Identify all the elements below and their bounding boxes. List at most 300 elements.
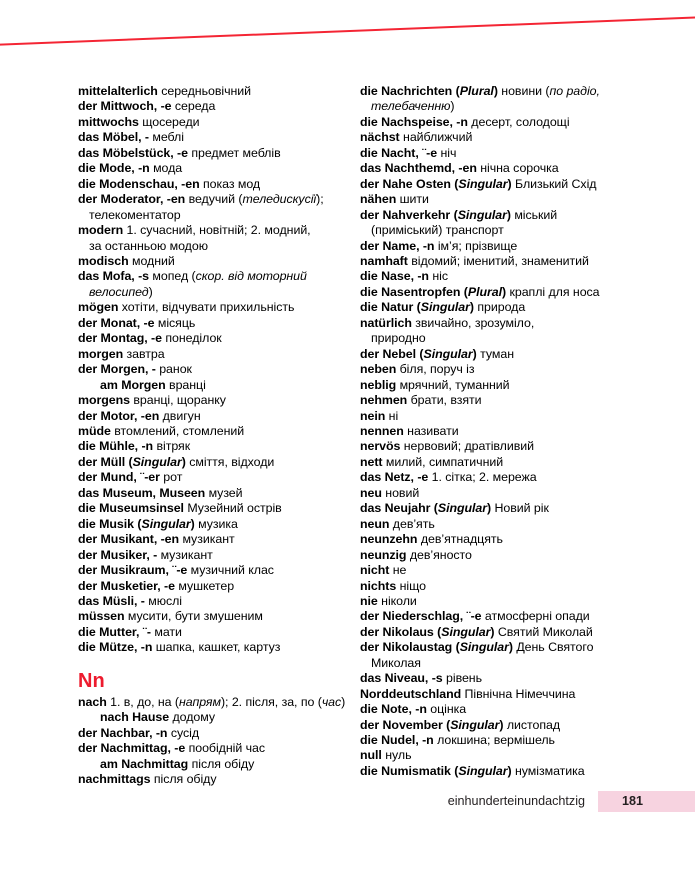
headword: der Motor, -en — [78, 408, 163, 423]
translation: ніколи — [381, 593, 417, 608]
translation: найближчий — [403, 130, 473, 145]
translation: туман — [480, 346, 515, 361]
dictionary-entry — [360, 130, 648, 145]
dictionary-entry — [360, 161, 648, 176]
translation: за останньою модою — [89, 238, 208, 253]
translation: День Святого — [516, 640, 594, 655]
headword: ) — [507, 176, 515, 191]
page-number: 181 — [622, 794, 644, 808]
headword: ) — [499, 717, 507, 732]
headword: das Museum, Museen — [78, 485, 209, 500]
usage-note: теледискусії — [242, 192, 317, 207]
translation: милий, симпатичний — [385, 454, 504, 469]
headword: nehmen — [360, 393, 411, 408]
translation: природно — [371, 331, 426, 346]
headword: die Natur ( — [360, 300, 421, 315]
dictionary-entry — [78, 115, 366, 130]
dictionary-entry — [360, 439, 648, 454]
dictionary-entry — [360, 470, 648, 485]
headword: die Nudel, -n — [360, 733, 438, 748]
usage-note: напрям — [178, 694, 221, 709]
headword: nie — [360, 593, 382, 608]
headword: der Nahverkehr ( — [360, 207, 458, 222]
dictionary-entry — [360, 300, 648, 315]
translation: щосереди — [142, 114, 200, 129]
translation: предмет меблів — [191, 145, 281, 160]
headword: Norddeutschland — [360, 686, 465, 701]
grammar-note: Singular — [457, 207, 507, 222]
dictionary-entry — [78, 695, 366, 710]
dictionary-entry — [360, 594, 648, 609]
dictionary-entry — [78, 347, 366, 362]
translation: (приміський) транспорт — [371, 223, 504, 238]
dictionary-entry — [78, 316, 366, 331]
translation: мати — [154, 624, 182, 639]
dictionary-entry — [78, 130, 366, 145]
translation: ніс — [432, 269, 448, 284]
translation: відомий; іменитий, знаменитий — [411, 253, 589, 268]
translation: середньовічний — [161, 84, 252, 98]
translation: вранці, щоранку — [133, 393, 226, 408]
dictionary-entry — [78, 177, 366, 192]
headword: das Mofa, -s — [78, 269, 153, 284]
headword: der Musketier, -e — [78, 578, 179, 593]
dictionary-entry — [360, 640, 648, 655]
headword: morgen — [78, 346, 127, 361]
dictionary-entry — [360, 455, 648, 470]
headword: müssen — [78, 609, 128, 624]
headword: nennen — [360, 423, 408, 438]
headword: der Nebel ( — [360, 346, 424, 361]
dictionary-entry — [78, 99, 366, 114]
usage-note: час — [321, 694, 342, 709]
headword: der Nachbar, -n — [78, 725, 171, 740]
page-number-box — [598, 791, 695, 812]
translation: називати — [407, 423, 459, 438]
dictionary-entry-continuation — [360, 223, 648, 238]
dictionary-entry — [360, 501, 648, 516]
headword: neunzehn — [360, 532, 421, 547]
translation: вітряк — [156, 439, 191, 454]
translation: новини ( — [501, 84, 550, 98]
headword: die Nachspeise, -n — [360, 114, 472, 129]
dictionary-entry — [360, 609, 648, 624]
translation: меблі — [152, 130, 184, 145]
translation: музика — [198, 516, 238, 531]
headword: der Nahe Osten ( — [360, 176, 459, 191]
headword: das Neujahr ( — [360, 501, 438, 516]
headword: das Möbelstück, -e — [78, 145, 192, 160]
grammar-note: Singular — [420, 300, 470, 315]
grammar-note: Singular — [437, 501, 488, 516]
headword: der Mittwoch, -e — [78, 99, 175, 114]
headword: neu — [360, 485, 386, 500]
dictionary-entry — [360, 347, 648, 362]
dictionary-entry — [360, 269, 648, 284]
headword: mittelalterlich — [78, 84, 162, 98]
headword: nett — [360, 454, 386, 469]
dictionary-entry-continuation — [78, 378, 366, 393]
translation: вранці — [169, 377, 206, 392]
dictionary-entry-continuation — [78, 239, 366, 254]
headword: natürlich — [360, 315, 416, 330]
usage-note: телебаченню — [371, 99, 451, 114]
translation: шити — [399, 192, 429, 207]
translation: сміття, відходи — [189, 454, 275, 469]
translation: десерт, солодощі — [471, 114, 570, 129]
translation: музикант — [182, 532, 235, 547]
headword: ) — [181, 454, 190, 469]
translation: сусід — [170, 725, 200, 740]
headword: ) — [508, 640, 517, 655]
headword: der Name, -n — [360, 238, 438, 253]
grammar-note: Singular — [450, 717, 500, 732]
dictionary-entry — [78, 609, 366, 624]
dictionary-entry-continuation — [78, 710, 366, 725]
headword: nächst — [360, 130, 404, 145]
headword: die Numismatik ( — [360, 763, 459, 778]
translation: нічна сорочка — [480, 161, 559, 176]
dictionary-entry — [360, 764, 648, 779]
translation: нумізматика — [515, 763, 585, 778]
grammar-note: Singular — [441, 624, 491, 639]
translation: пообідній час — [188, 741, 266, 756]
headword: der Niederschlag, ¨-e — [360, 609, 485, 624]
translation: природа — [477, 300, 526, 315]
dictionary-entry — [78, 501, 366, 516]
dictionary-entry — [78, 594, 366, 609]
usage-note: велосипед — [89, 284, 149, 299]
left-column — [78, 84, 366, 787]
headword: namhaft — [360, 253, 412, 268]
headword: der Nikolaustag ( — [360, 640, 460, 655]
headword: die Mütze, -n — [78, 640, 156, 655]
headword: ) — [190, 516, 199, 531]
translation: телекоментатор — [89, 207, 181, 222]
headword: die Nasentropfen ( — [360, 284, 468, 299]
translation: ) — [148, 284, 153, 299]
dictionary-entry — [78, 192, 366, 207]
translation: після обіду — [153, 772, 217, 787]
headword: nach — [78, 694, 111, 709]
headword: morgens — [78, 393, 134, 408]
translation: модний — [132, 253, 175, 268]
dictionary-entry — [78, 741, 366, 756]
translation: нуль — [385, 748, 412, 763]
headword: das Möbel, - — [78, 130, 153, 145]
translation: 1. сітка; 2. мережа — [431, 470, 537, 485]
grammar-note: Singular — [423, 346, 473, 361]
translation: рівень — [446, 671, 483, 686]
translation: ведучий ( — [188, 192, 243, 207]
usage-note: по радіо, — [549, 84, 600, 98]
dictionary-entry — [360, 486, 648, 501]
headword: nicht — [360, 563, 393, 578]
dictionary-entry — [78, 439, 366, 454]
headword: null — [360, 748, 386, 763]
translation: звичайно, зрозуміло, — [415, 315, 535, 330]
translation: мушкетер — [178, 578, 235, 593]
headword: ) — [469, 300, 478, 315]
right-column — [360, 84, 648, 779]
translation: дев’ять — [392, 516, 435, 531]
translation: Близький Схід — [515, 176, 597, 191]
dictionary-entry — [360, 671, 648, 686]
dictionary-entry — [360, 748, 648, 763]
dictionary-entry — [360, 362, 648, 377]
translation: мода — [153, 161, 183, 176]
translation: Новий рік — [494, 501, 549, 516]
dictionary-entry — [78, 254, 366, 269]
translation: мусити, бути змушеним — [127, 609, 263, 624]
translation: атмосферні опади — [484, 609, 590, 624]
headword: der Moderator, -en — [78, 192, 189, 207]
headword: die Mühle, -n — [78, 439, 157, 454]
dictionary-entry — [78, 393, 366, 408]
translation: мопед ( — [152, 269, 196, 284]
usage-note: скор. від моторний — [195, 269, 307, 284]
page-footer — [0, 791, 695, 812]
translation: показ мод — [203, 176, 261, 191]
headword: neben — [360, 362, 400, 377]
dictionary-entry — [78, 161, 366, 176]
grammar-note: Singular — [458, 176, 508, 191]
translation: середа — [174, 99, 216, 114]
grammar-note: Singular — [459, 640, 509, 655]
headword: die Mode, -n — [78, 161, 154, 176]
dictionary-entry — [78, 455, 366, 470]
grammar-note: Singular — [141, 516, 191, 531]
headword: neblig — [360, 377, 400, 392]
translation: музей — [208, 485, 243, 500]
headword: nein — [360, 408, 389, 423]
headword: der Musikraum, ¨-e — [78, 563, 191, 578]
headword: modisch — [78, 253, 132, 268]
translation: краплі для носа — [509, 284, 600, 299]
dictionary-entry — [360, 177, 648, 192]
headword: ) — [472, 346, 481, 361]
translation: Музейний острів — [187, 501, 282, 516]
headword: mittwochs — [78, 114, 143, 129]
translation: 1. сучасний, новітній; 2. модний, — [126, 223, 311, 238]
dictionary-entry — [360, 702, 648, 717]
dictionary-entry — [78, 84, 366, 99]
page-number-word: einhunderteinundachtzig — [447, 794, 585, 808]
dictionary-entry — [78, 146, 366, 161]
headword: der Montag, -e — [78, 331, 166, 346]
headword: am Morgen — [100, 377, 170, 392]
headword: die Musik ( — [78, 516, 142, 531]
dictionary-entry-continuation — [360, 656, 648, 671]
translation: дев’яносто — [409, 547, 472, 562]
headword: ) — [507, 763, 515, 778]
dictionary-entry — [78, 362, 366, 377]
translation: оцінка — [430, 702, 467, 717]
headword: der Nikolaus ( — [360, 624, 442, 639]
translation: дев’ятнадцять — [420, 532, 503, 547]
grammar-note: Plural — [459, 84, 494, 98]
dictionary-entry — [360, 625, 648, 640]
dictionary-entry — [78, 300, 366, 315]
dictionary-entry — [78, 772, 366, 787]
dictionary-entry — [78, 331, 366, 346]
translation: нервовий; дратівливий — [403, 439, 534, 454]
dictionary-entry — [78, 726, 366, 741]
dictionary-entry-continuation — [78, 757, 366, 772]
dictionary-entry — [360, 733, 648, 748]
dictionary-entry — [78, 409, 366, 424]
dictionary-entry — [360, 378, 648, 393]
dictionary-entry — [360, 285, 648, 300]
translation: шапка, кашкет, картуз — [155, 640, 281, 655]
dictionary-entry — [78, 470, 366, 485]
dictionary-entry — [360, 146, 648, 161]
dictionary-entry — [78, 532, 366, 547]
dictionary-entry — [360, 548, 648, 563]
dictionary-entry — [78, 579, 366, 594]
headword: modern — [78, 223, 127, 238]
headword: neun — [360, 516, 393, 531]
dictionary-entry — [360, 84, 648, 99]
headword: das Niveau, -s — [360, 671, 447, 686]
dictionary-entry — [78, 269, 366, 284]
translation: не — [392, 563, 407, 578]
translation: ім’я; прізвище — [437, 238, 518, 253]
dictionary-entry — [360, 115, 648, 130]
headword: die Note, -n — [360, 702, 431, 717]
headword: der Müll ( — [78, 454, 133, 469]
translation: мюслі — [148, 593, 183, 608]
dictionary-entry — [360, 393, 648, 408]
translation: понеділок — [165, 331, 222, 346]
dictionary-entry — [360, 687, 648, 702]
dictionary-entry — [360, 532, 648, 547]
translation: ); — [316, 192, 324, 207]
dictionary-entry-continuation — [360, 99, 648, 114]
translation: додому — [172, 710, 215, 725]
translation: ); 2. після, за, по ( — [220, 694, 322, 709]
headword: der Nachmittag, -e — [78, 741, 189, 756]
dictionary-entry — [78, 625, 366, 640]
translation: листопад — [506, 717, 561, 732]
headword: mögen — [78, 300, 122, 315]
dictionary-entry — [78, 424, 366, 439]
translation: ) — [450, 99, 455, 114]
headword: die Nachrichten ( — [360, 84, 460, 98]
dictionary-entry — [360, 208, 648, 223]
translation: музичний клас — [190, 563, 274, 578]
dictionary-entry — [360, 192, 648, 207]
translation: завтра — [126, 346, 165, 361]
translation: міський — [514, 207, 558, 222]
dictionary-entry-continuation — [78, 285, 366, 300]
translation: ні — [388, 408, 399, 423]
translation: ранок — [159, 362, 192, 377]
dictionary-entry-continuation — [78, 208, 366, 223]
headword: die Mutter, ¨- — [78, 624, 155, 639]
headword: das Netz, -e — [360, 470, 432, 485]
dictionary-entry — [360, 517, 648, 532]
headword: der Mund, ¨-er — [78, 470, 164, 485]
translation: Миколая — [371, 655, 421, 670]
dictionary-entry — [78, 223, 366, 238]
headword: nervös — [360, 439, 404, 454]
headword: ) — [493, 84, 502, 98]
translation: місяць — [157, 315, 196, 330]
translation: біля, поруч із — [399, 362, 475, 377]
translation: ніч — [440, 145, 457, 160]
grammar-note: Singular — [458, 763, 508, 778]
dictionary-entry — [360, 409, 648, 424]
headword: die Museumsinsel — [78, 501, 188, 516]
dictionary-entry — [360, 563, 648, 578]
grammar-note: Plural — [467, 284, 503, 299]
translation: хотіти, відчувати прихильність — [121, 300, 295, 315]
headword: nachmittags — [78, 772, 154, 787]
headword: nach Hause — [100, 710, 173, 725]
dictionary-entry — [360, 424, 648, 439]
translation: двигун — [162, 408, 201, 423]
headword: der Morgen, - — [78, 362, 160, 377]
headword: der Musiker, - — [78, 547, 161, 562]
translation: Північна Німеччина — [464, 686, 576, 701]
translation: після обіду — [191, 756, 255, 771]
translation: мрячний, туманний — [399, 377, 510, 392]
dictionary-entry — [78, 548, 366, 563]
headword: das Müsli, - — [78, 593, 149, 608]
headword: nähen — [360, 192, 400, 207]
translation: Святий Миколай — [497, 624, 593, 639]
translation: музикант — [160, 547, 213, 562]
translation: втомлений, стомлений — [114, 423, 245, 438]
dictionary-entry — [360, 316, 648, 331]
section-letter-header: Nn — [78, 669, 105, 692]
translation: новий — [385, 485, 420, 500]
headword: am Nachmittag — [100, 756, 192, 771]
headword: müde — [78, 423, 115, 438]
dictionary-entry — [360, 254, 648, 269]
headword: die Modenschau, -en — [78, 176, 203, 191]
headword: neunzig — [360, 547, 410, 562]
translation: локшина; вермішель — [437, 733, 555, 748]
headword: die Nase, -n — [360, 269, 433, 284]
grammar-note: Singular — [132, 454, 182, 469]
headword: ) — [490, 624, 498, 639]
dictionary-entry-continuation — [360, 331, 648, 346]
headword: ) — [506, 207, 515, 222]
translation: рот — [163, 470, 183, 485]
headword: nichts — [360, 578, 400, 593]
dictionary-entry — [360, 239, 648, 254]
translation: 1. в, до, на ( — [110, 694, 179, 709]
headword: der Musikant, -en — [78, 532, 183, 547]
translation: брати, взяти — [410, 393, 482, 408]
dictionary-entry — [360, 718, 648, 733]
headword: der Monat, -e — [78, 315, 158, 330]
headword: der November ( — [360, 717, 451, 732]
dictionary-entry — [78, 563, 366, 578]
dictionary-entry — [78, 486, 366, 501]
translation: ніщо — [399, 578, 426, 593]
headword: die Nacht, ¨-e — [360, 145, 441, 160]
dictionary-entry — [360, 579, 648, 594]
headword: ) — [487, 501, 495, 516]
headword: ) — [502, 284, 510, 299]
translation: ) — [341, 694, 346, 709]
dictionary-entry — [78, 517, 366, 532]
dictionary-entry — [78, 640, 366, 655]
decorative-red-rule — [0, 16, 695, 46]
